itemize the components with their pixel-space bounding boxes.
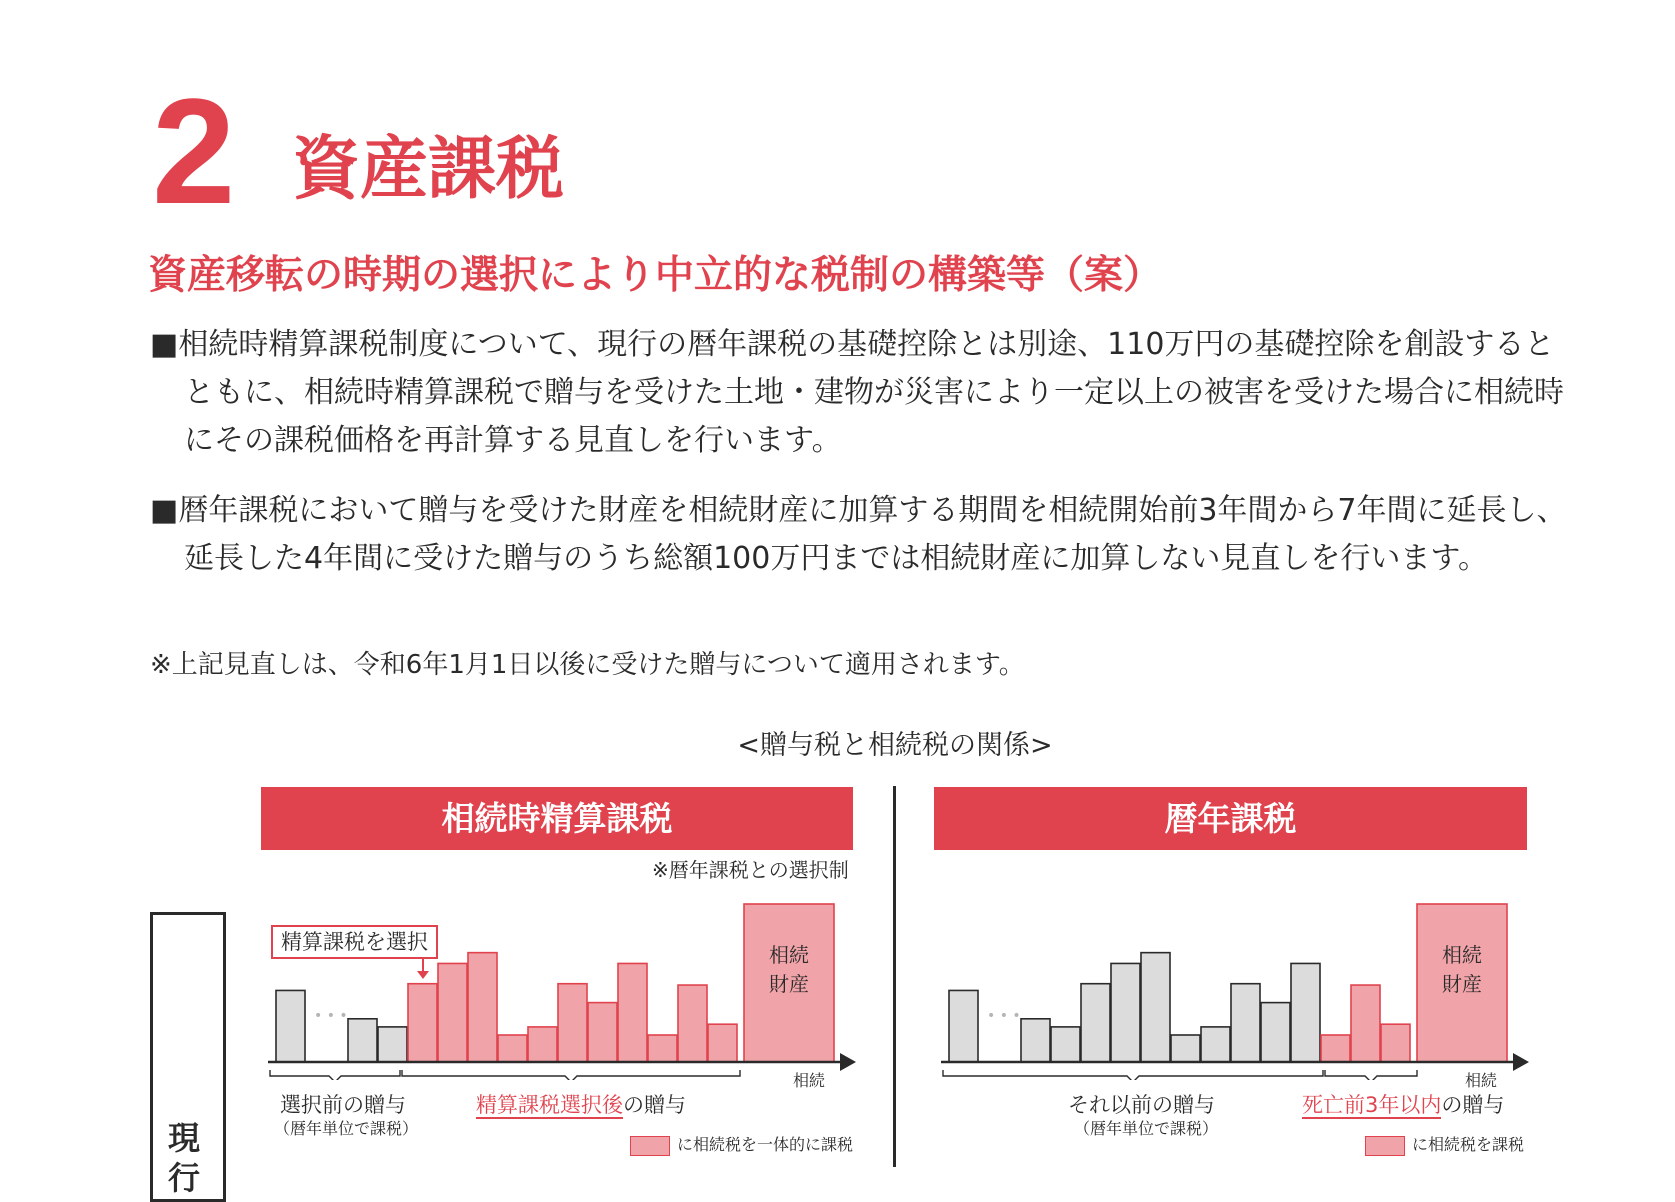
left-bar [588, 1003, 617, 1062]
left-bar [438, 963, 467, 1062]
left-a-bracket [270, 1070, 400, 1080]
right-bar [1171, 1035, 1200, 1062]
right-bracket-a-sub: （暦年単位で課税） [1074, 1119, 1219, 1138]
right-bracket-b-tail: の贈与 [1441, 1093, 1505, 1117]
right-bar [1051, 1027, 1080, 1062]
left-bar [468, 953, 497, 1062]
left-panel-header: 相続時精算課税 [261, 787, 853, 850]
left-bar [618, 963, 647, 1062]
left-bracket-b-red: 精算課税選択後 [476, 1093, 623, 1117]
right-bracket-b-label [1302, 1092, 1504, 1118]
callout-arrow-head [417, 971, 429, 979]
paragraph-1: ■相続時精算課税制度について、現行の暦年課税の基礎控除とは別途、110万円の基礎控除を創設するとともに、相続時精算課税で贈与を受けた土地・建物が災害により一定以上の被害を受けた場合に相続時にその課税価格を再計算する見直しを行います。 [150, 327, 1564, 458]
left-axis-end-label: 相続 [793, 1071, 826, 1090]
right-a-bracket [943, 1070, 1323, 1080]
subheading: 資産移転の時期の選択により中立的な税制の構築等（案） [148, 253, 1163, 298]
left-bar [498, 1035, 527, 1062]
right-bar [1021, 1019, 1050, 1062]
right-bar [1111, 963, 1140, 1062]
diagram-title: <贈与税と相続税の関係> [737, 730, 1053, 761]
right-bar [1231, 984, 1260, 1062]
right-inheritance-label-1: 相続 [1442, 943, 1482, 967]
right-bar [1291, 963, 1320, 1062]
left-bar [708, 1024, 737, 1062]
right-axis-end-label: 相続 [1465, 1071, 1498, 1090]
left-inheritance-label-2: 財産 [769, 972, 809, 996]
right-b-bracket [1325, 1070, 1417, 1080]
left-bracket-b-tail: の贈与 [623, 1093, 686, 1117]
selection-system-note: ※暦年課税との選択制 [652, 858, 849, 882]
left-bar [528, 1027, 557, 1062]
right-bar [1321, 1035, 1350, 1062]
right-legend-swatch [1365, 1136, 1405, 1156]
right-bar [1201, 1027, 1230, 1062]
section-number: 2 [152, 67, 232, 235]
right-bar [949, 990, 978, 1062]
left-legend-text: に相続税を一体的に課税 [677, 1135, 854, 1154]
left-bar [648, 1035, 677, 1062]
right-bar [1141, 953, 1170, 1062]
paragraph-2: ■暦年課税において贈与を受けた財産を相続財産に加算する期間を相続開始前3年間から7年間に延長し、延長した4年間に受けた贈与のうち総額100万円までは相続財産に加算しない見直しを行います。 [150, 493, 1567, 576]
left-inheritance-label-1: 相続 [769, 943, 809, 967]
left-legend-swatch [630, 1136, 670, 1156]
right-chart [933, 900, 1533, 1080]
right-inheritance-label-2: 財産 [1442, 972, 1482, 996]
right-bar [1081, 984, 1110, 1062]
left-b-bracket [402, 1070, 740, 1080]
row-label: 現行 [168, 1119, 201, 1197]
right-ellipsis: • • • [987, 1008, 1021, 1024]
section-title: 資産課税 [292, 130, 565, 209]
left-bracket-a-sub: （暦年単位で課税） [274, 1119, 419, 1138]
left-bar [678, 985, 707, 1062]
left-bracket-b-label [476, 1092, 686, 1118]
left-bracket-a-label: 選択前の贈与 [280, 1093, 406, 1117]
panel-divider [893, 786, 896, 1167]
right-bar [1351, 985, 1380, 1062]
right-legend-text: に相続税を課税 [1412, 1135, 1525, 1154]
left-bar [276, 990, 305, 1062]
left-bar [558, 984, 587, 1062]
left-bar [348, 1019, 377, 1062]
right-bar [1381, 1024, 1410, 1062]
right-bracket-b-red: 死亡前3年以内 [1302, 1093, 1442, 1117]
left-axis-arrow [840, 1053, 856, 1071]
settlement-selection-callout: 精算課税を選択 [271, 925, 438, 959]
right-panel-header: 暦年課税 [934, 787, 1527, 850]
right-bracket-a-label: それ以前の贈与 [1068, 1093, 1215, 1117]
left-bar [408, 984, 437, 1062]
left-bar [378, 1027, 407, 1062]
right-bar [1261, 1003, 1290, 1062]
applicability-note: ※上記見直しは、令和6年1月1日以後に受けた贈与について適用されます。 [150, 650, 1025, 680]
right-axis-arrow [1513, 1053, 1529, 1071]
left-ellipsis: • • • [314, 1008, 348, 1024]
